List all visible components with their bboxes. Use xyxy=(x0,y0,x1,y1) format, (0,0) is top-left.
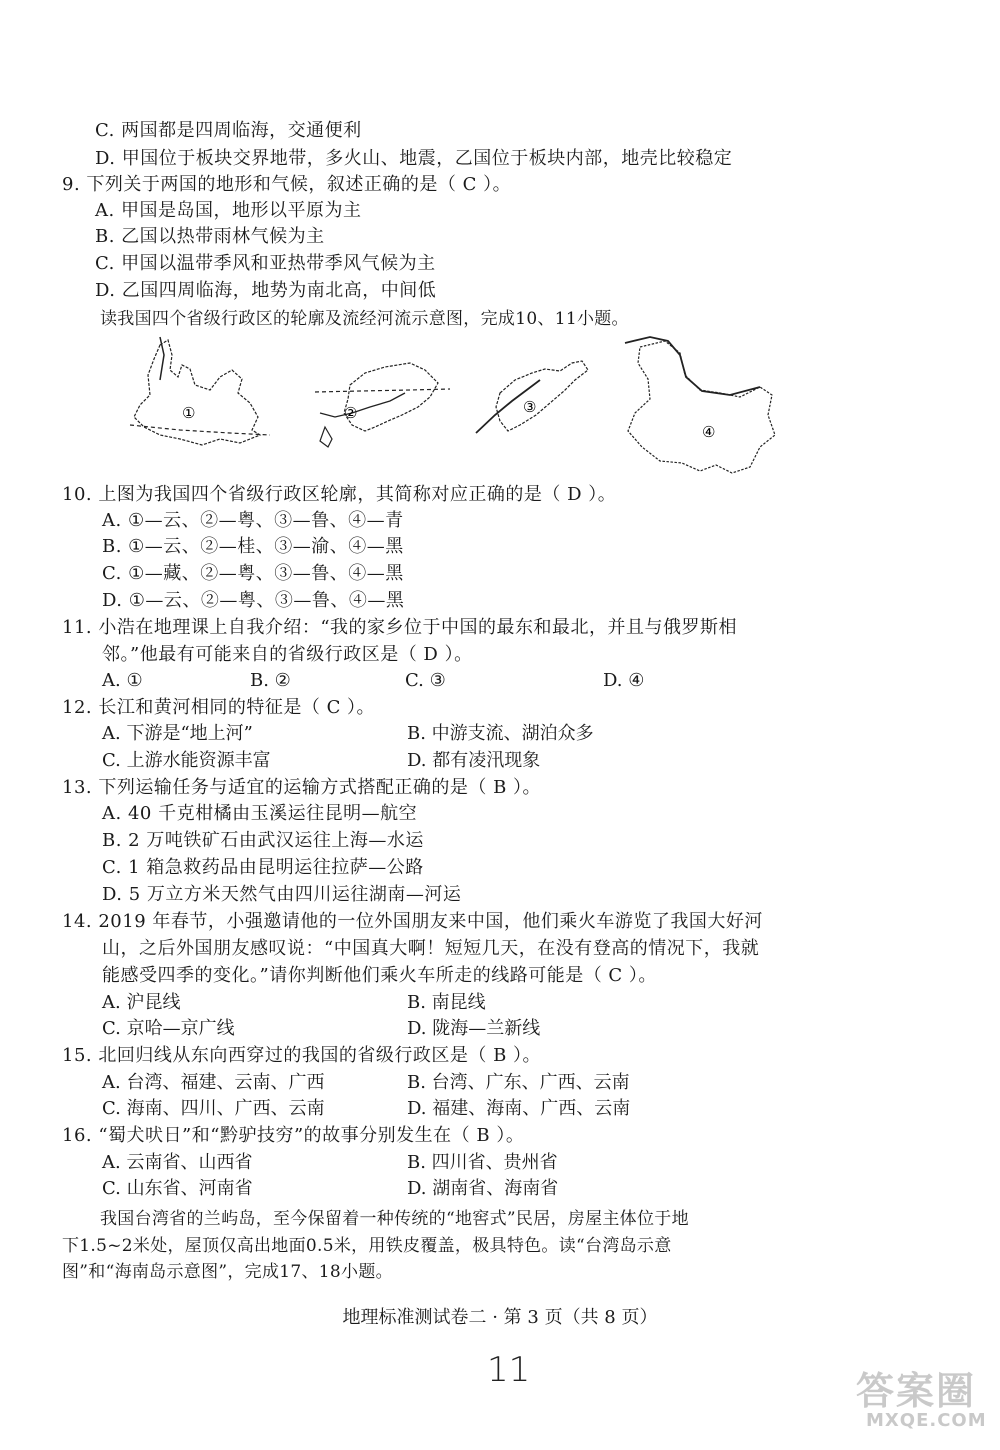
q9-option-a: A. 甲国是岛国，地形以平原为主 xyxy=(95,200,362,221)
q9-option-b: B. 乙国以热带雨林气候为主 xyxy=(95,226,325,247)
q12-option-b: B. 中游支流、湖泊众多 xyxy=(407,723,594,744)
province-outline-maps xyxy=(120,335,780,485)
q10-option-d: D. ①—云、②—粤、③—鲁、④—黑 xyxy=(102,590,405,611)
q8-option-c: C. 两国都是四周临海，交通便利 xyxy=(95,120,362,141)
q11-stem-line2: 邻。”他最有可能来自的省级行政区是（ D ）。 xyxy=(102,644,473,665)
province-outlines-svg xyxy=(120,335,780,485)
q10-option-c: C. ①—藏、②—粤、③—鲁、④—黑 xyxy=(102,563,404,584)
q15-option-c: C. 海南、四川、广西、云南 xyxy=(102,1098,325,1119)
q10-option-a: A. ①—云、②—粤、③—鲁、④—青 xyxy=(102,510,404,531)
q11-stem-line1: 11. 小浩在地理课上自我介绍：“我的家乡位于中国的最东和最北，并且与俄罗斯相 xyxy=(62,617,738,638)
q14-stem-line3: 能感受四季的变化。”请你判断他们乘火车所走的线路可能是（ C ）。 xyxy=(102,965,657,986)
q9-option-d: D. 乙国四周临海，地势为南北高，中间低 xyxy=(95,280,437,301)
q15-option-a: A. 台湾、福建、云南、广西 xyxy=(102,1072,325,1093)
q14-stem-line1: 14. 2019 年春节，小强邀请他的一位外国朋友来中国，他们乘火车游览了我国大好河 xyxy=(62,911,763,932)
province-map-4 xyxy=(625,337,775,473)
map-label-3: ③ xyxy=(523,398,537,416)
q12-option-a: A. 下游是“地上河” xyxy=(102,723,253,744)
q8-option-d: D. 甲国位于板块交界地带，多火山、地震，乙国位于板块内部，地壳比较稳定 xyxy=(95,148,733,169)
q10-option-b: B. ①—云、②—桂、③—渝、④—黑 xyxy=(102,536,404,557)
q14-option-a: A. 沪昆线 xyxy=(102,992,181,1013)
q17-18-passage-line2: 下1.5~2米处，屋顶仅高出地面0.5米，用铁皮覆盖，极具特色。读“台湾岛示意 xyxy=(62,1236,672,1256)
q9-option-c: C. 甲国以温带季风和亚热带季风气候为主 xyxy=(95,253,436,274)
q11-option-b: B. ② xyxy=(250,670,291,691)
q17-18-passage-line1: 我国台湾省的兰屿岛，至今保留着一种传统的“地窖式”民居，房屋主体位于地 xyxy=(100,1209,689,1229)
map-label-4: ④ xyxy=(702,423,716,441)
q16-option-b: B. 四川省、贵州省 xyxy=(407,1152,558,1173)
q15-stem: 15. 北回归线从东向西穿过的我国的省级行政区是（ B ）。 xyxy=(62,1045,542,1066)
q13-stem: 13. 下列运输任务与适宜的运输方式搭配正确的是（ B ）。 xyxy=(62,777,542,798)
q14-option-d: D. 陇海—兰新线 xyxy=(407,1018,541,1039)
map-label-2: ② xyxy=(344,404,358,422)
q15-option-d: D. 福建、海南、广西、云南 xyxy=(407,1098,631,1119)
q15-option-b: B. 台湾、广东、广西、云南 xyxy=(407,1072,630,1093)
q10-stem: 10. 上图为我国四个省级行政区轮廓，其简称对应正确的是（ D ）。 xyxy=(62,484,617,505)
q12-option-c: C. 上游水能资源丰富 xyxy=(102,750,271,771)
q13-option-d: D. 5 万立方米天然气由四川运往湖南—河运 xyxy=(102,884,462,905)
q12-option-d: D. 都有凌汛现象 xyxy=(407,750,541,771)
q14-option-b: B. 南昆线 xyxy=(407,992,486,1013)
q14-option-c: C. 京哈—京广线 xyxy=(102,1018,235,1039)
q17-18-passage-line3: 图”和“海南岛示意图”，完成17、18小题。 xyxy=(62,1262,393,1282)
watermark-url: MXQE.COM xyxy=(866,1410,987,1431)
province-map-3 xyxy=(476,361,588,433)
q16-option-c: C. 山东省、河南省 xyxy=(102,1178,253,1199)
province-map-2 xyxy=(315,363,450,447)
page-footer: 地理标准测试卷二 · 第 3 页（共 8 页） xyxy=(342,1307,658,1328)
watermark-logo-text: 答案圈 xyxy=(856,1369,977,1413)
q13-option-b: B. 2 万吨铁矿石由武汉运往上海—水运 xyxy=(102,830,424,851)
q13-option-a: A. 40 千克柑橘由玉溪运往昆明—航空 xyxy=(102,803,418,824)
q14-stem-line2: 山，之后外国朋友感叹说：“中国真大啊！短短几天，在没有登高的情况下，我就 xyxy=(102,938,760,959)
q16-option-d: D. 湖南省、海南省 xyxy=(407,1178,559,1199)
q16-stem: 16. “蜀犬吠日”和“黔驴技穷”的故事分别发生在（ B ）。 xyxy=(62,1125,525,1146)
q9-stem: 9. 下列关于两国的地形和气候，叙述正确的是（ C ）。 xyxy=(62,174,512,195)
map-label-1: ① xyxy=(182,404,196,422)
q11-option-d: D. ④ xyxy=(603,670,645,691)
q10-11-intro: 读我国四个省级行政区的轮廓及流经河流示意图，完成10、11小题。 xyxy=(100,309,629,329)
province-map-1 xyxy=(130,337,270,445)
q16-option-a: A. 云南省、山西省 xyxy=(102,1152,253,1173)
q12-stem: 12. 长江和黄河相同的特征是（ C ）。 xyxy=(62,697,376,718)
q13-option-c: C. 1 箱急救药品由昆明运往拉萨—公路 xyxy=(102,857,424,878)
q11-option-a: A. ① xyxy=(102,670,143,691)
handwritten-page-number: 11 xyxy=(487,1350,531,1390)
q11-option-c: C. ③ xyxy=(405,670,446,691)
watermark-logo xyxy=(852,1358,987,1438)
